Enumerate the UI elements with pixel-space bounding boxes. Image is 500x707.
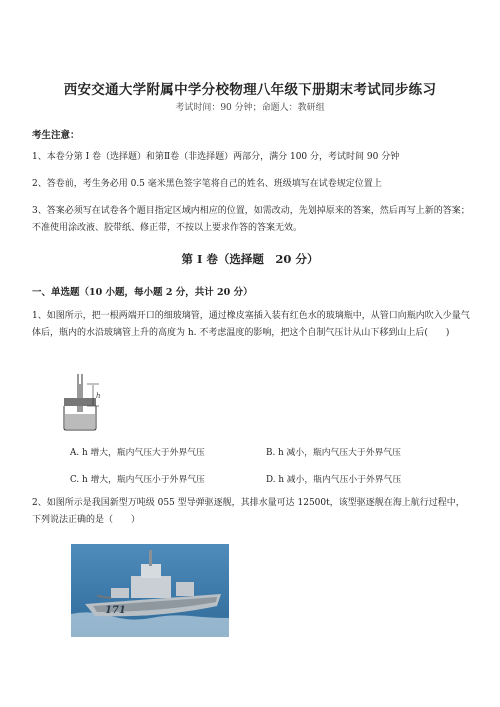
figure-label-h: h — [96, 392, 101, 400]
barometer-figure — [54, 372, 110, 432]
option-b[interactable]: B. h 减小，瓶内气压大于外界气压 — [266, 448, 401, 458]
notice-item-2: 2、答卷前，考生务必用 0.5 毫米黑色签字笔将自己的姓名、班级填写在试卷规定位置上 — [32, 179, 382, 189]
option-a[interactable]: A. h 增大，瓶内气压大于外界气压 — [70, 448, 205, 458]
option-c[interactable]: C. h 增大，瓶内气压小于外界气压 — [70, 475, 205, 485]
section-title: 第 I 卷（选择题 20 分） — [181, 252, 319, 266]
notice-item-1: 1、本卷分第 I 卷（选择题）和第Ⅱ卷（非选择题）两部分，满分 100 分，考试时间 90 分钟 — [32, 152, 400, 162]
option-d[interactable]: D. h 减小，瓶内气压小于外界气压 — [266, 475, 402, 485]
part-heading: 一、单选题（10 小题，每小题 2 分，共计 20 分） — [32, 287, 253, 298]
notice-item-3: 3、答案必须写在试卷各个题目指定区域内相应的位置，如需改动，先划掉原来的答案，然后再写上新的答案；不准使用涂改液、胶带纸、修正带，不按以上要求作答的答案无效。 — [32, 206, 470, 233]
hull-number: 171 — [105, 605, 126, 616]
question-1-text: 1、如图所示，把一根两端开口的细玻璃管，通过橡皮塞插入装有红色水的玻璃瓶中，从管口向瓶内吹入少量气体后，瓶内的水沿玻璃管上升的高度为 h. 不考虑温度的影响，把这个自制气压计从山下移到山上后( ) — [32, 311, 470, 338]
destroyer-photo — [71, 544, 229, 637]
exam-title: 西安交通大学附属中学分校物理八年级下册期末考试同步练习 — [63, 82, 437, 98]
exam-subtitle: 考试时间：90 分钟；命题人：教研组 — [175, 103, 325, 113]
question-2-text: 2、如图所示是我国新型万吨级 055 型导弹驱逐舰，其排水量可达 12500t，该型驱逐舰在海上航行过程中，下列说法正确的是（ ） — [32, 498, 465, 525]
notice-heading: 考生注意： — [32, 130, 80, 141]
